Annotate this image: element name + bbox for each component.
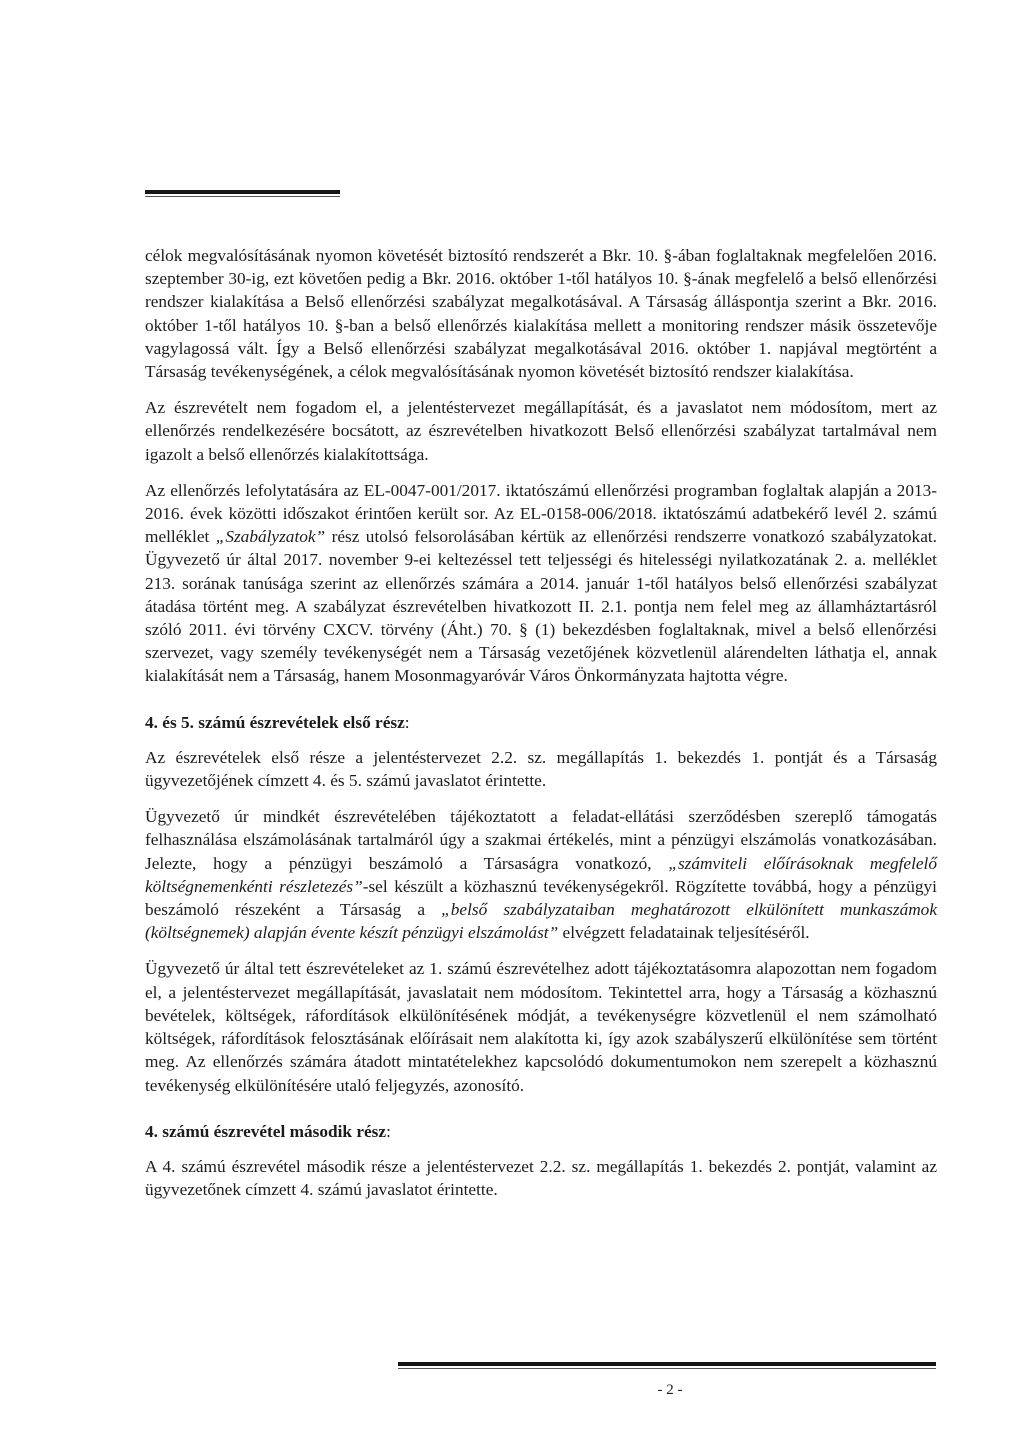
section-heading-1: [145, 711, 937, 734]
paragraph-7: A 4. számú észrevétel második része a jelentéstervezet 2.2. sz. megállapítás 1. bekezdés 2. pontját, valamint az ügyvezetőnek címzett 4. számú javaslatot érintette.: [145, 1156, 937, 1200]
section-heading-1-colon: :: [404, 712, 410, 732]
paragraph-3-text-b: rész utolsó felsorolásában kértük az ellenőrzési rendszerre vonatkozó szabályzatokat. Ügyvezető úr által 2017. november 9-ei keltezéssel tett teljességi és hitelességi nyilatkozatának 2. a. melléklet 213. sorának tanúsága szerint az ellenőrzés számára a 2014. január 1-től hatályos belső ellenőrzési szabályzat átadása történt meg. A szabályzat észrevételben hivatkozott II. 2.1. pontja nem felel meg az államháztartásról szóló 2011. évi törvény CXCV. törvény (Áht.) 70. § (1) bekezdésben foglaltaknak, mivel a belső ellenőrzési szervezet, vagy személy tevékenységét nem a Társaság vezetőjének közvetlenül alárendelten láthatja el, annak kialakítását nem a Társaság, hanem Mosonmagyaróvár Város Önkormányzata hajtotta végre.: [145, 527, 937, 686]
paragraph-5: [145, 805, 937, 944]
paragraph-5-text-c: elvégzett feladatainak teljesítéséről.: [558, 923, 810, 943]
paragraph-3-text-a: Az ellenőrzés lefolytatására az EL-0047-001/2017. iktatószámú ellenőrzési programban foglaltak alapján a 2013-2016. évek közötti időszakot érintően került sor. Az EL-0158-006/2018. iktatószámú adatbekérő levél 2. számú melléklet: [145, 480, 937, 547]
top-rule: [145, 190, 340, 194]
paragraph-3-quote: „Szabályzatok”: [215, 527, 326, 547]
section-heading-2: [145, 1120, 937, 1143]
paragraph-5-quote-2: „belső szabályzataiban meghatározott elkülönített munkaszámok (költségnemek) alapján évente készít pénzügyi elszámolást”: [145, 900, 937, 943]
top-rule-underline: [145, 196, 340, 197]
paragraph-5-text-a: Ügyvezető úr mindkét észrevételében tájékoztatott a feladat-ellátási szerződésben szereplő támogatás felhasználása elszámolásának tartalmáról úgy a szakmai értékelés, mint a pénzügyi elszámolás vonatkozásában. Jelezte, hogy a pénzügyi beszámoló a Társaságra vonatkozó,: [145, 807, 937, 873]
paragraph-2: Az észrevételt nem fogadom el, a jelentéstervezet megállapítását, és a javaslatot nem módosítom, mert az ellenőrzés rendelkezésére bocsátott, az észrevételben hivatkozott Belső ellenőrzési szabályzat tartalmával nem igazolt a belső ellenőrzés kialakítottsága.: [145, 398, 937, 464]
page-number: - 2 -: [657, 1382, 683, 1398]
footer-rule: [398, 1362, 936, 1366]
section-heading-2-colon: :: [386, 1121, 391, 1141]
paragraph-3: [145, 479, 937, 688]
paragraph-5-text-b: -sel készült a közhasznú tevékenységekről. Rögzítette továbbá, hogy a pénzügyi beszámoló részeként a Társaság a: [145, 876, 937, 920]
paragraph-1: célok megvalósításának nyomon követését biztosító rendszerét a Bkr. 10. §-ában foglaltaknak megfelelően 2016. szeptember 30-ig, ezt követően pedig a Bkr. 2016. október 1-től hatályos 10. §-ának megfelelő a belső ellenőrzési rendszer kialakítása a Belső ellenőrzési szabályzat megalkotásával. A Társaság álláspontja szerint a Bkr. 2016. október 1-től hatályos 10. §-ban a belső ellenőrzés kialakítása mellett a monitoring rendszer másik összetevője vagylagossá vált. Így a Belső ellenőrzési szabályzat megalkotásával 2016. október 1. napjával megtörtént a Társaság tevékenységének, a célok megvalósításának nyomon követését biztosító rendszer kialakítása.: [145, 246, 937, 382]
footer-rule-underline: [398, 1368, 936, 1369]
section-heading-1-text: 4. és 5. számú észrevételek első rész: [145, 712, 405, 732]
paragraph-5-quote-1: „számviteli előírásoknak megfelelő költségnemenkénti részletezés”: [145, 853, 938, 896]
section-heading-2-text: 4. számú észrevétel második rész: [145, 1121, 387, 1141]
paragraph-4: Az észrevételek első része a jelentéstervezet 2.2. sz. megállapítás 1. bekezdés 1. pontját és a Társaság ügyvezetőjének címzett 4. és 5. számú javaslatot érintette.: [145, 747, 937, 791]
paragraph-6: Ügyvezető úr által tett észrevételeket az 1. számú észrevételhez adott tájékoztatásomra alapozottan nem fogadom el, a jelentéstervezet megállapítását, javaslatait nem módosítom. Tekintettel arra, hogy a Társaság a közhasznú bevételek, költségek, ráfordítások elkülönítésének módját, a tevékenységre közvetlenül el nem számolható költségek, ráfordítások felosztásának előírásait nem alakította ki, így azok szabályszerű elkülönítése sem történt meg. Az ellenőrzés számára átadott mintatételekhez kapcsolódó dokumentumokon nem szerepelt a közhasznú tevékenység elkülönítésére utaló feljegyzés, azonosító.: [145, 959, 937, 1095]
document-body: [145, 244, 937, 1214]
